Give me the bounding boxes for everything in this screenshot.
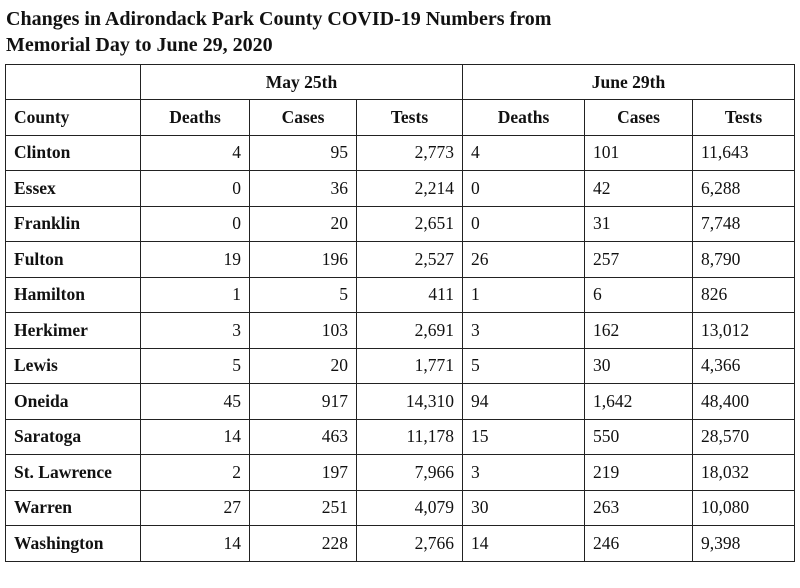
may-cases-cell: 228 — [250, 526, 357, 562]
may-deaths-cell: 19 — [141, 242, 250, 278]
may-tests-cell: 1,771 — [357, 348, 463, 384]
title-line-2: Memorial Day to June 29, 2020 — [6, 34, 273, 56]
column-header-june-deaths: Deaths — [463, 100, 585, 136]
group-header-may: May 25th — [141, 65, 463, 100]
table-row — [6, 419, 795, 455]
county-cell: Essex — [6, 171, 141, 207]
may-deaths-cell: 3 — [141, 313, 250, 349]
county-cell: Fulton — [6, 242, 141, 278]
may-tests-cell: 2,691 — [357, 313, 463, 349]
column-header-county: County — [6, 100, 141, 136]
may-cases-cell: 103 — [250, 313, 357, 349]
june-cases-cell: 1,642 — [585, 384, 693, 420]
may-cases-cell: 196 — [250, 242, 357, 278]
column-header-may-tests: Tests — [357, 100, 463, 136]
may-deaths-cell: 45 — [141, 384, 250, 420]
june-deaths-cell: 26 — [463, 242, 585, 278]
june-cases-cell: 263 — [585, 490, 693, 526]
group-header-june: June 29th — [463, 65, 795, 100]
june-tests-cell: 13,012 — [693, 313, 795, 349]
table-row — [6, 490, 795, 526]
may-tests-cell: 2,214 — [357, 171, 463, 207]
table-row — [6, 277, 795, 313]
may-deaths-cell: 4 — [141, 135, 250, 171]
june-deaths-cell: 30 — [463, 490, 585, 526]
may-tests-cell: 11,178 — [357, 419, 463, 455]
june-deaths-cell: 3 — [463, 455, 585, 491]
table-row — [6, 242, 795, 278]
may-cases-cell: 20 — [250, 348, 357, 384]
june-cases-cell: 162 — [585, 313, 693, 349]
may-tests-cell: 2,766 — [357, 526, 463, 562]
may-tests-cell: 4,079 — [357, 490, 463, 526]
may-tests-cell: 2,773 — [357, 135, 463, 171]
june-cases-cell: 42 — [585, 171, 693, 207]
june-cases-cell: 6 — [585, 277, 693, 313]
may-deaths-cell: 0 — [141, 171, 250, 207]
june-deaths-cell: 14 — [463, 526, 585, 562]
may-cases-cell: 20 — [250, 206, 357, 242]
june-cases-cell: 246 — [585, 526, 693, 562]
june-tests-cell: 48,400 — [693, 384, 795, 420]
county-cell: Saratoga — [6, 419, 141, 455]
june-tests-cell: 11,643 — [693, 135, 795, 171]
table-row — [6, 526, 795, 562]
may-tests-cell: 2,527 — [357, 242, 463, 278]
may-cases-cell: 95 — [250, 135, 357, 171]
may-cases-cell: 251 — [250, 490, 357, 526]
june-deaths-cell: 3 — [463, 313, 585, 349]
table-row — [6, 135, 795, 171]
table-row — [6, 313, 795, 349]
june-deaths-cell: 4 — [463, 135, 585, 171]
title-line-1: Changes in Adirondack Park County COVID-19 Numbers from — [6, 8, 552, 30]
may-cases-cell: 5 — [250, 277, 357, 313]
column-header-row — [6, 100, 795, 136]
june-tests-cell: 18,032 — [693, 455, 795, 491]
june-tests-cell: 10,080 — [693, 490, 795, 526]
table-row — [6, 171, 795, 207]
may-deaths-cell: 14 — [141, 526, 250, 562]
county-cell: Lewis — [6, 348, 141, 384]
june-tests-cell: 826 — [693, 277, 795, 313]
table-row — [6, 384, 795, 420]
june-deaths-cell: 5 — [463, 348, 585, 384]
may-tests-cell: 14,310 — [357, 384, 463, 420]
may-deaths-cell: 2 — [141, 455, 250, 491]
table-row — [6, 455, 795, 491]
county-cell: Herkimer — [6, 313, 141, 349]
may-deaths-cell: 1 — [141, 277, 250, 313]
may-tests-cell: 411 — [357, 277, 463, 313]
table-body — [6, 135, 795, 561]
may-tests-cell: 2,651 — [357, 206, 463, 242]
group-header-blank — [6, 65, 141, 100]
may-deaths-cell: 14 — [141, 419, 250, 455]
june-deaths-cell: 1 — [463, 277, 585, 313]
june-cases-cell: 31 — [585, 206, 693, 242]
june-cases-cell: 550 — [585, 419, 693, 455]
june-cases-cell: 219 — [585, 455, 693, 491]
may-cases-cell: 917 — [250, 384, 357, 420]
column-header-june-cases: Cases — [585, 100, 693, 136]
county-cell: St. Lawrence — [6, 455, 141, 491]
may-cases-cell: 197 — [250, 455, 357, 491]
county-cell: Clinton — [6, 135, 141, 171]
may-deaths-cell: 27 — [141, 490, 250, 526]
county-cell: Washington — [6, 526, 141, 562]
may-deaths-cell: 0 — [141, 206, 250, 242]
county-cell: Warren — [6, 490, 141, 526]
june-tests-cell: 8,790 — [693, 242, 795, 278]
county-cell: Franklin — [6, 206, 141, 242]
page-title — [6, 6, 786, 58]
june-cases-cell: 30 — [585, 348, 693, 384]
june-tests-cell: 9,398 — [693, 526, 795, 562]
june-deaths-cell: 0 — [463, 206, 585, 242]
county-cell: Hamilton — [6, 277, 141, 313]
column-header-may-deaths: Deaths — [141, 100, 250, 136]
covid-table — [5, 64, 795, 562]
june-tests-cell: 7,748 — [693, 206, 795, 242]
table-row — [6, 348, 795, 384]
june-tests-cell: 28,570 — [693, 419, 795, 455]
june-cases-cell: 257 — [585, 242, 693, 278]
may-cases-cell: 36 — [250, 171, 357, 207]
column-header-june-tests: Tests — [693, 100, 795, 136]
county-cell: Oneida — [6, 384, 141, 420]
june-cases-cell: 101 — [585, 135, 693, 171]
table-row — [6, 206, 795, 242]
column-header-may-cases: Cases — [250, 100, 357, 136]
may-tests-cell: 7,966 — [357, 455, 463, 491]
group-header-row — [6, 65, 795, 100]
may-cases-cell: 463 — [250, 419, 357, 455]
june-tests-cell: 6,288 — [693, 171, 795, 207]
june-deaths-cell: 0 — [463, 171, 585, 207]
june-tests-cell: 4,366 — [693, 348, 795, 384]
may-deaths-cell: 5 — [141, 348, 250, 384]
june-deaths-cell: 15 — [463, 419, 585, 455]
june-deaths-cell: 94 — [463, 384, 585, 420]
